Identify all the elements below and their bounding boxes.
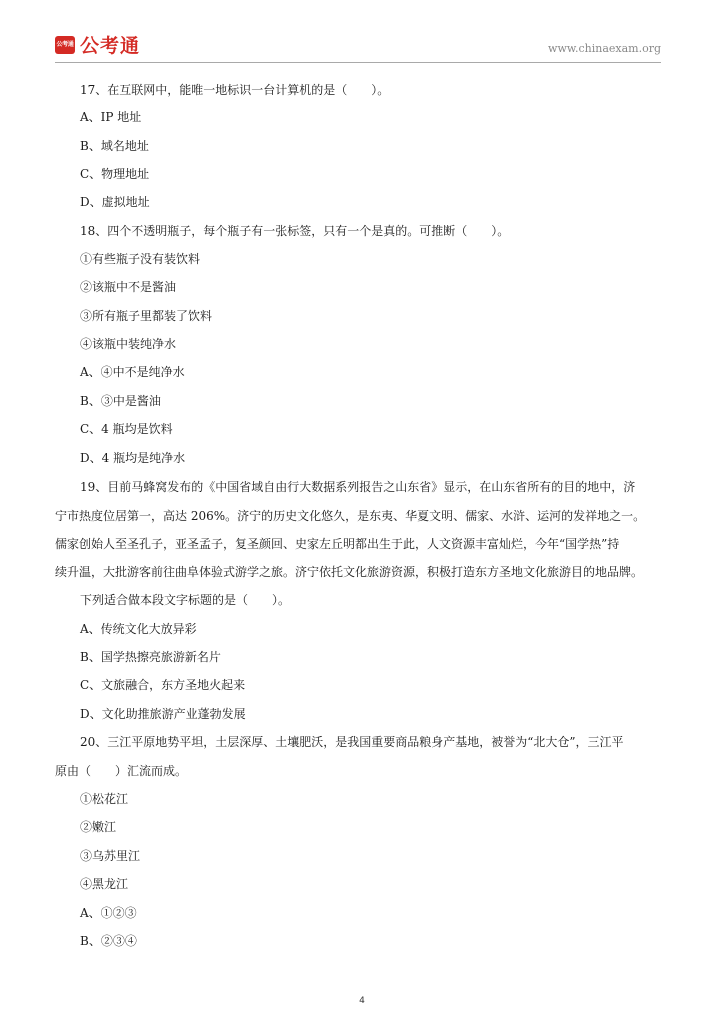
q20-statement-4: ④黑龙江: [80, 877, 129, 891]
page-header: [55, 34, 661, 60]
q20-option-a: A、①②③: [80, 906, 137, 920]
q18-option-a: A、④中不是纯净水: [80, 365, 185, 379]
page-number: 4: [359, 996, 365, 1006]
q19-option-b: B、国学热擦亮旅游新名片: [80, 650, 221, 664]
question-17-stem: 17、在互联网中，能唯一地标识一台计算机的是（ ）。: [80, 83, 390, 97]
question-20-stem: 20、三江平原地势平坦，土层深厚、土壤肥沃，是我国重要商品粮身产基地，被誉为“北大仓”，三江平: [80, 735, 624, 749]
q17-option-a: A、IP 地址: [80, 110, 142, 124]
q18-statement-4: ④该瓶中装纯净水: [80, 337, 177, 351]
q19-option-d: D、文化助推旅游产业蓬勃发展: [80, 707, 246, 721]
q18-option-b: B、③中是酱油: [80, 394, 161, 408]
q20-statement-3: ③乌苏里江: [80, 849, 141, 863]
q20-option-b: B、②③④: [80, 934, 137, 948]
q18-statement-3: ③所有瓶子里都装了饮料: [80, 309, 213, 323]
q19-paragraph-line: 19、目前马蜂窝发布的《中国省域自由行大数据系列报告之山东省》显示，在山东省所有的目的地中，济: [80, 480, 636, 494]
question-18-stem: 18、四个不透明瓶子，每个瓶子有一张标签，只有一个是真的。可推断（ ）。: [80, 224, 510, 238]
q17-option-d: D、虚拟地址: [80, 195, 150, 209]
question-20-stem-cont: 原由（ ）汇流而成。: [55, 764, 188, 778]
q19-paragraph-line: 续升温，大批游客前往曲阜体验式游学之旅。济宁依托文化旅游资源，积极打造东方圣地文化旅游目的地品牌。: [55, 565, 644, 579]
q19-paragraph-line: 宁市热度位居第一，高达 206%。济宁的历史文化悠久，是东夷、华夏文明、儒家、水浒、运河的发祥地之一。: [55, 509, 646, 523]
q19-paragraph-line: 儒家创始人至圣孔子，亚圣孟子，复圣颜回、史家左丘明都出生于此，人文资源丰富灿烂，今年“国学热”持: [55, 537, 620, 551]
q17-option-c: C、物理地址: [80, 167, 150, 181]
logo-badge: 公考通: [55, 36, 75, 54]
q18-statement-2: ②该瓶中不是酱油: [80, 280, 177, 294]
site-url: www.chinaexam.org: [548, 42, 661, 55]
q19-option-a: A、传统文化大放异彩: [80, 622, 197, 636]
q18-statement-1: ①有些瓶子没有装饮料: [80, 252, 201, 266]
q18-option-c: C、4 瓶均是饮料: [80, 422, 173, 436]
logo-text: 公考通: [80, 35, 141, 57]
q18-option-d: D、4 瓶均是纯净水: [80, 451, 186, 465]
q20-statement-2: ②嫩江: [80, 820, 117, 834]
q17-option-b: B、域名地址: [80, 139, 149, 153]
q20-statement-1: ①松花江: [80, 792, 129, 806]
header-divider: [55, 62, 661, 63]
q19-option-c: C、文旅融合，东方圣地火起来: [80, 678, 246, 692]
question-19-stem: 下列适合做本段文字标题的是（ ）。: [80, 593, 291, 607]
